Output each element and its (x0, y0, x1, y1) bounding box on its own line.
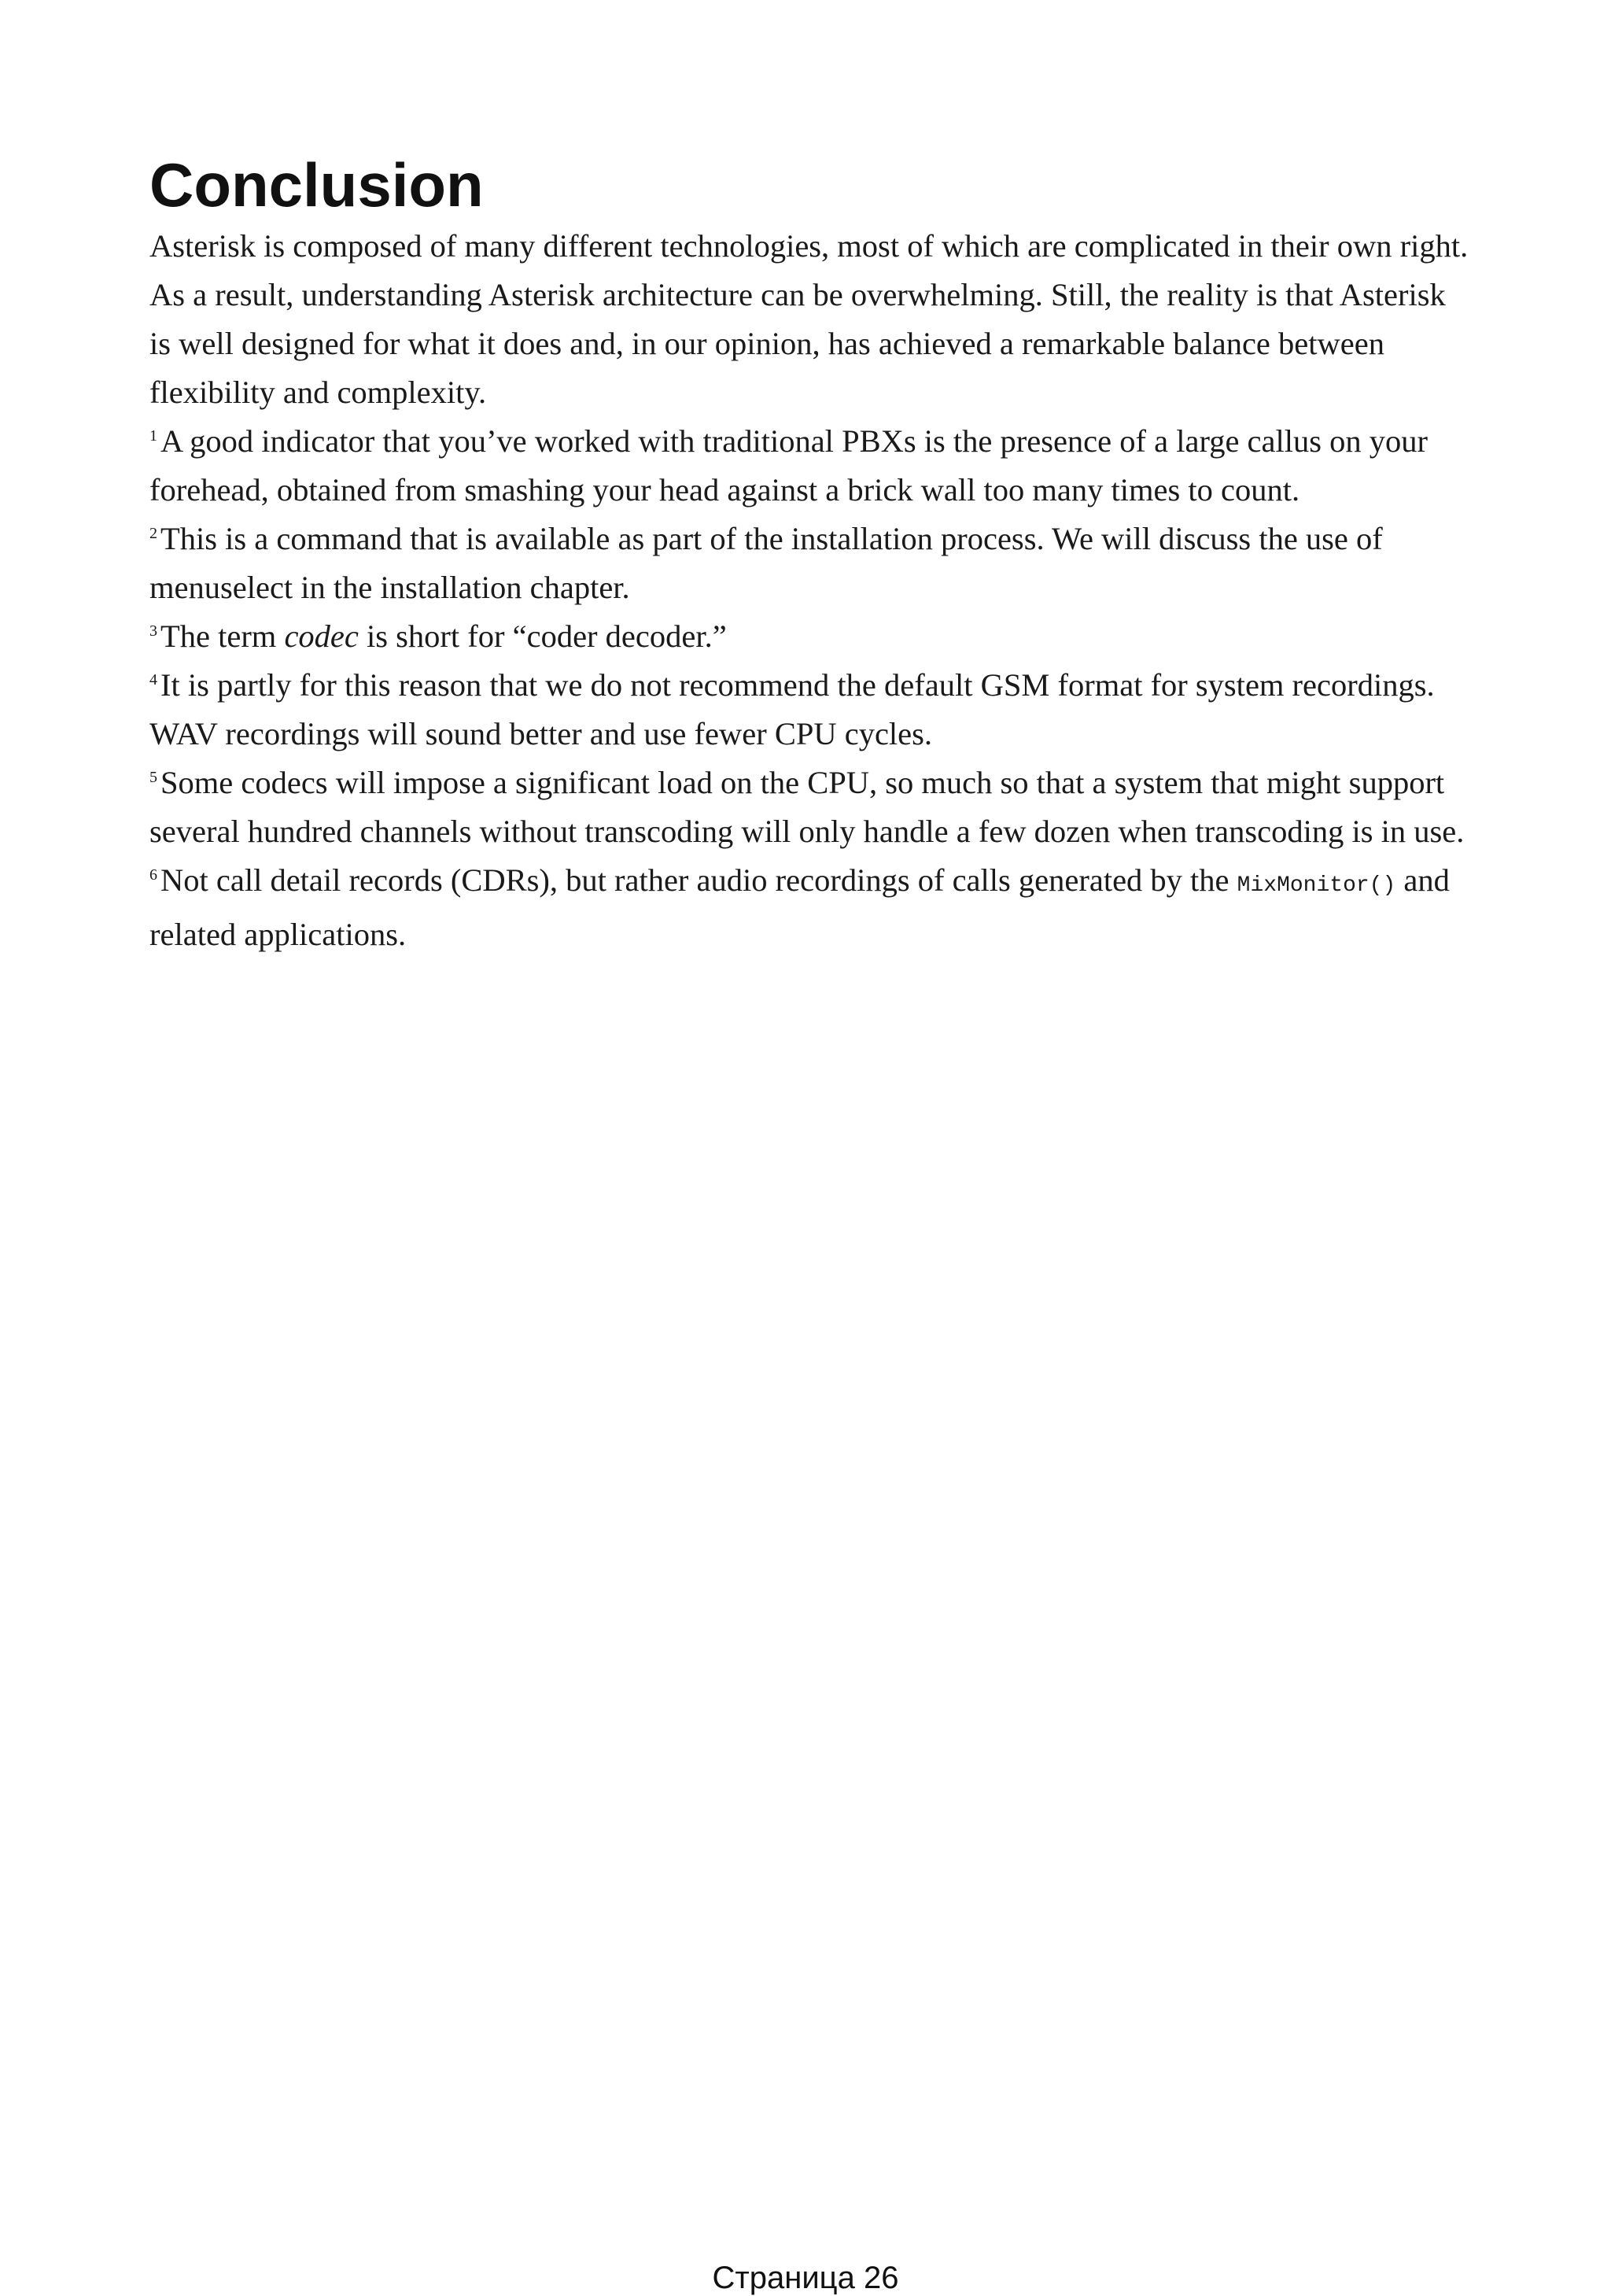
footnote-number: 5 (149, 769, 157, 786)
footnote-text: This is a command that is available as part of the installation process. We will discuss the use of menuselect in the installation chapter. (149, 521, 1383, 605)
footnote-1 (149, 417, 1471, 515)
footnote-text: It is partly for this reason that we do not recommend the default GSM format for system recordings. WAV recordings will sound better and use fewer CPU cycles. (149, 667, 1435, 751)
footnote-6 (149, 856, 1471, 959)
footnote-number: 6 (149, 866, 157, 884)
footnote-text: Some codecs will impose a significant load on the CPU, so much so that a system that might support several hundred channels without transcoding will only handle a few dozen when transcoding is in use. (149, 765, 1465, 849)
conclusion-paragraph: Asterisk is composed of many different technologies, most of which are complicated in their own right. As a result, understanding Asterisk architecture can be overwhelming. Still, the reality is that Asterisk is well designed for what it does and, in our opinion, has achieved a remarkable balance between flexibility and complexity. (149, 228, 1469, 410)
footnote-italic-term: codec (284, 618, 359, 654)
footnote-number: 2 (149, 525, 157, 542)
footnote-text-post: is short for “coder decoder.” (358, 618, 727, 654)
footnote-text-pre: The term (160, 618, 285, 654)
page-number: Страница 26 (712, 2261, 899, 2295)
footnote-text: A good indicator that you’ve worked with traditional PBXs is the presence of a large callus on your forehead, obtained from smashing your head against a brick wall too many times to count. (149, 423, 1429, 508)
footnote-4 (149, 661, 1471, 759)
footnote-5 (149, 759, 1471, 856)
footnote-2 (149, 515, 1471, 612)
footnote-number: 4 (149, 671, 157, 688)
footnote-number: 3 (149, 622, 157, 640)
footnote-number: 1 (149, 427, 157, 445)
footnote-code: MixMonitor() (1237, 873, 1396, 898)
footnote-3 (149, 612, 1471, 661)
section-heading: Conclusion (149, 150, 484, 220)
footnote-text-post: and related applications. (149, 862, 1450, 952)
page-content (149, 149, 1471, 959)
footnote-text-pre: Not call detail records (CDRs), but rather audio recordings of calls generated by the (160, 862, 1237, 898)
